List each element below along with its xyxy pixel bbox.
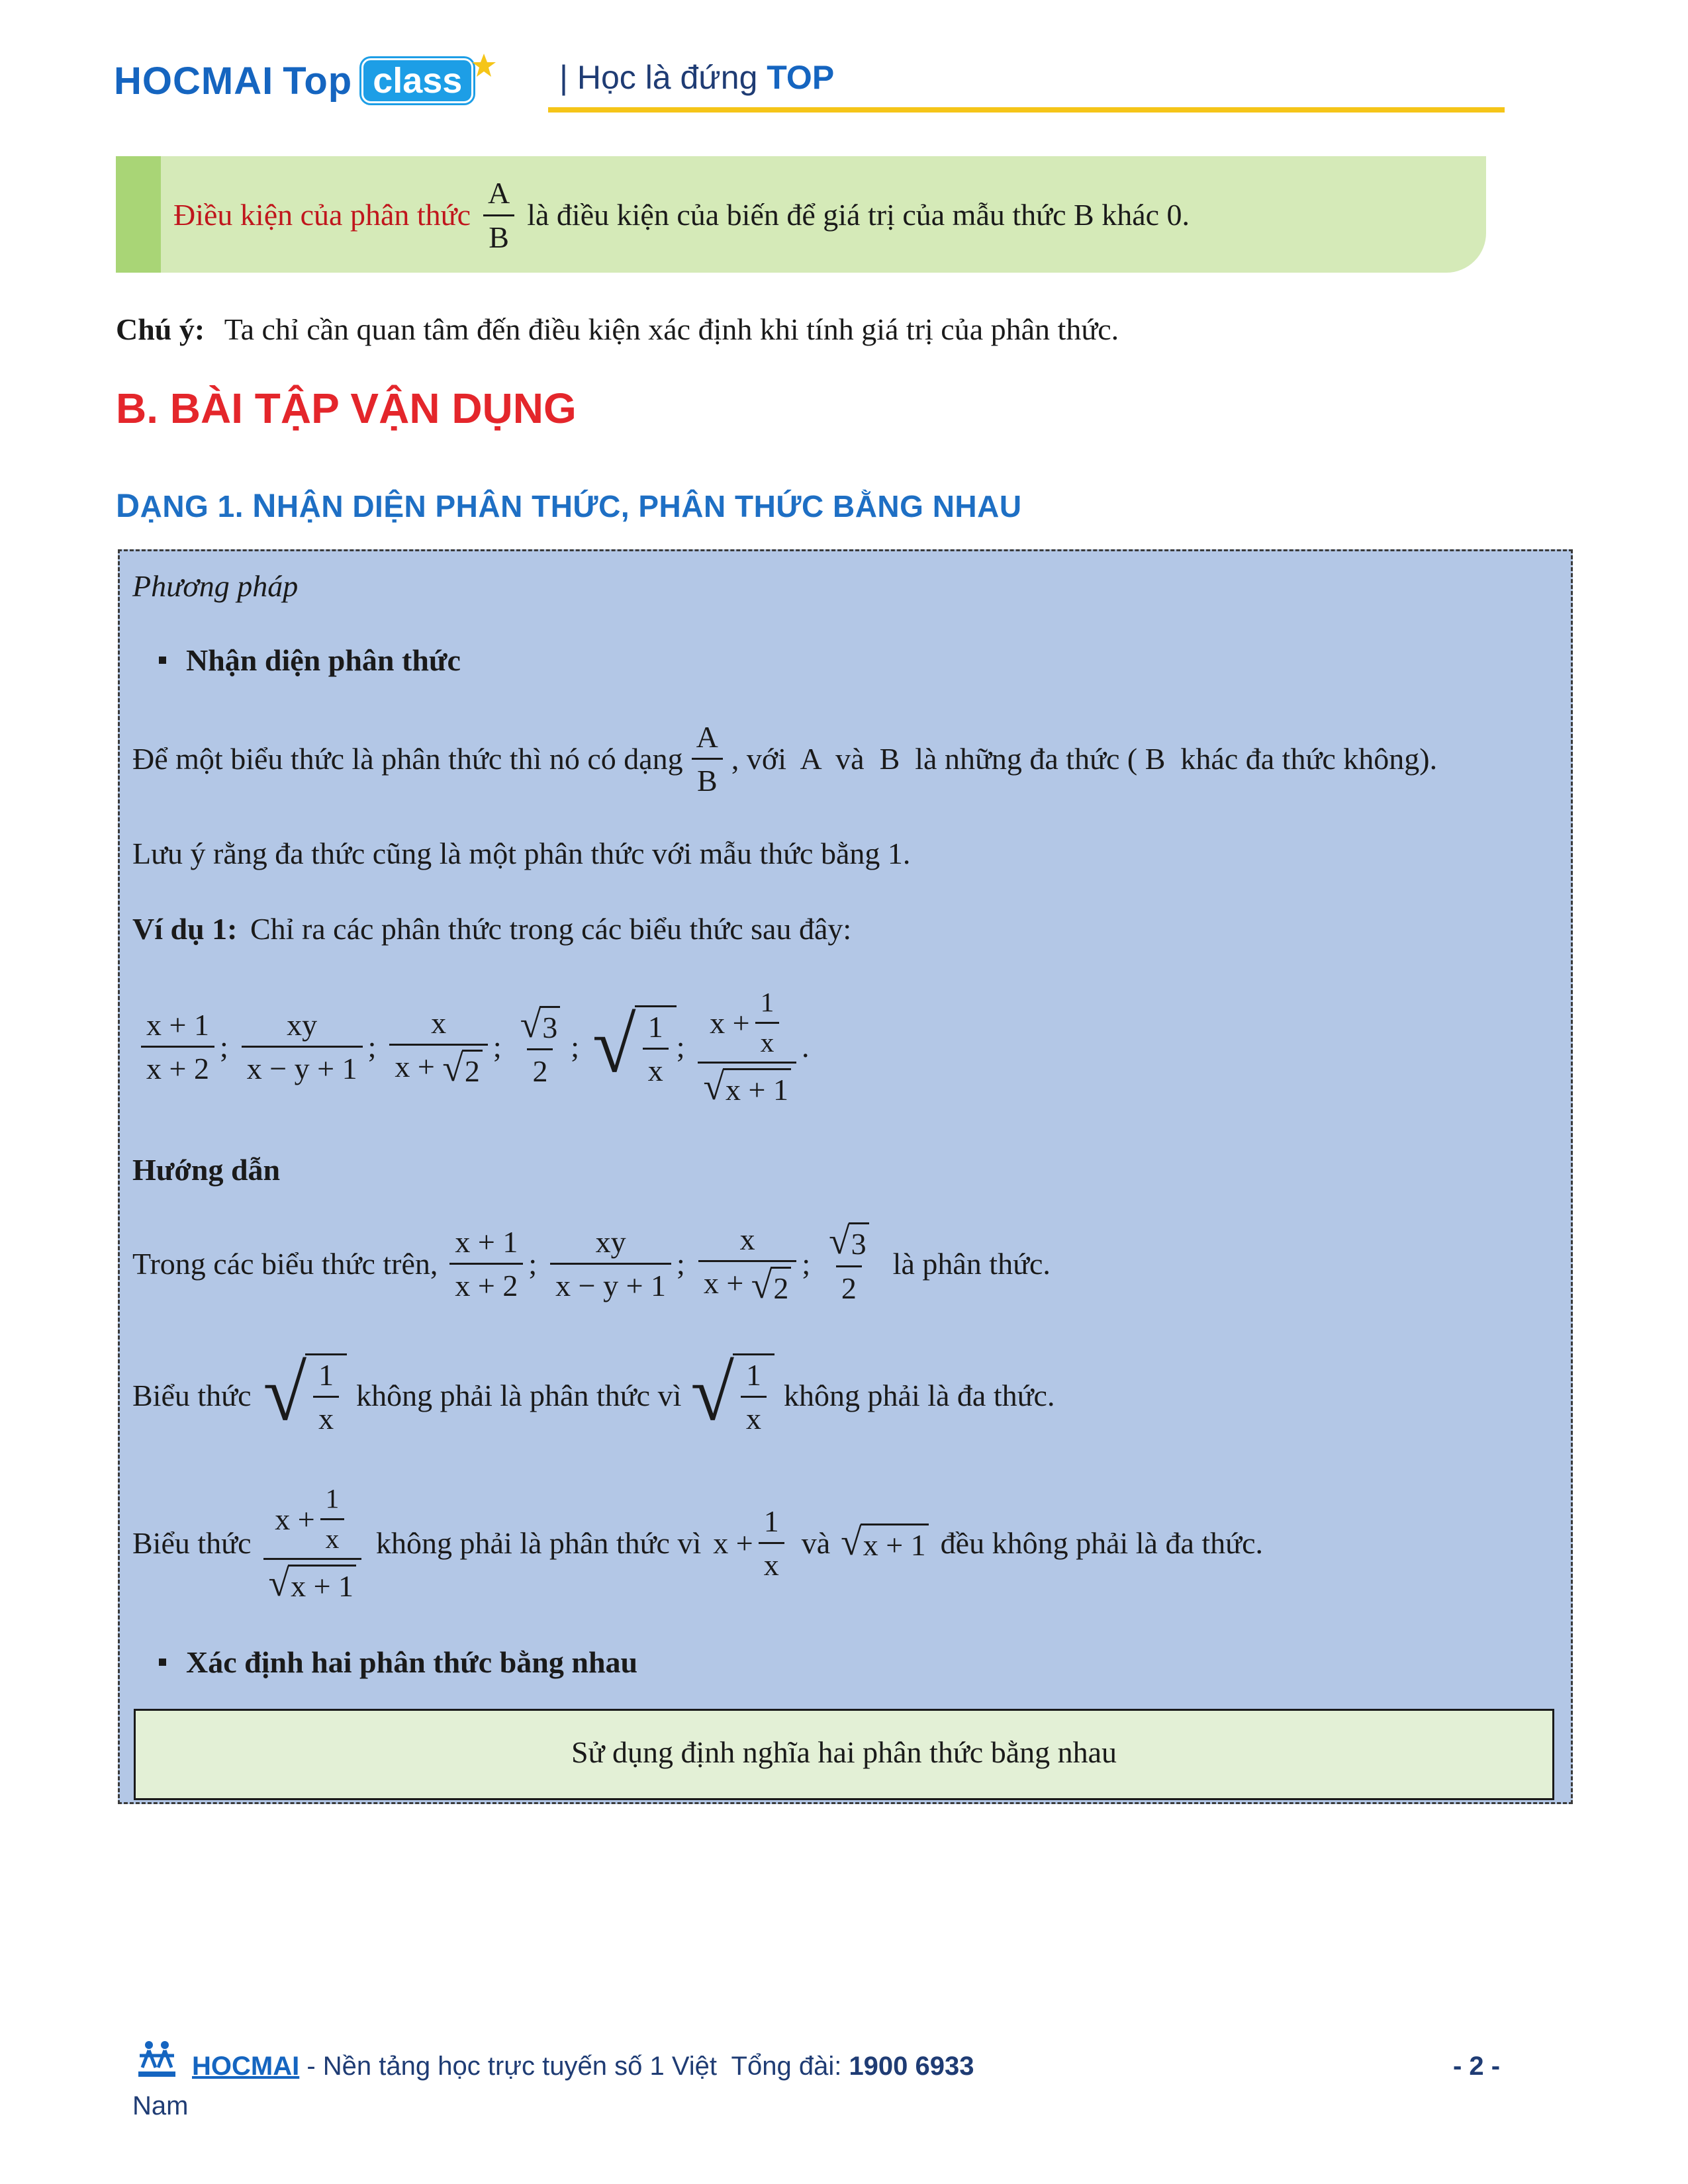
guide-label: [132, 1152, 280, 1188]
bullet-icon: [159, 1659, 166, 1666]
g3e1-num-a: x +: [275, 1502, 315, 1536]
expr5-den: x: [643, 1048, 669, 1089]
expr2-num: xy: [287, 1008, 318, 1042]
definition-red: Điều kiện của phân thức: [173, 198, 471, 232]
g3f-den: x: [759, 1542, 784, 1583]
dang1-title: [116, 486, 1022, 525]
g1-expr-1: [449, 1224, 523, 1304]
sep: ;: [367, 1030, 377, 1064]
g2s1-num: 1: [318, 1358, 334, 1392]
g1e1-num: x + 1: [455, 1224, 518, 1259]
g1-expr-4: [823, 1221, 874, 1306]
sqrt-arg: 2: [462, 1050, 483, 1089]
g1e3-den: [698, 1260, 797, 1306]
sep: ;: [571, 1030, 580, 1064]
expr3-den-a: x +: [395, 1049, 435, 1083]
para-1: [132, 719, 1437, 799]
guide2-b: không phải là phân thức vì: [356, 1378, 682, 1412]
g2s1-den: x: [313, 1396, 339, 1437]
expr-5: √ $\frac{1}{x}$: [592, 1005, 677, 1089]
sqrt-icon: √ x + 1: [703, 1068, 791, 1108]
expr-3: [389, 1005, 488, 1090]
guide3-d: đều không phải là đa thức.: [940, 1526, 1264, 1561]
sqrt-arg: 2: [771, 1267, 791, 1306]
g2-sqrt-1: √ $\frac{1}{x}$: [263, 1353, 348, 1437]
expr6-den: [698, 1062, 796, 1108]
expr6-inner-den: x: [755, 1022, 780, 1060]
g1e2-num: xy: [595, 1224, 626, 1259]
expr5-under: [635, 1005, 677, 1089]
g2-sqrt-2: √ $\frac{1}{x}$: [690, 1353, 774, 1437]
g3e1-inner-num: 1: [325, 1483, 340, 1514]
g3e1-inner-den: x: [320, 1518, 345, 1556]
green-box-text: Sử dụng định nghĩa hai phân thức bằng nhau: [571, 1735, 1117, 1769]
note-label: Chú ý:: [116, 312, 205, 346]
expr5-frac: [643, 1009, 669, 1089]
header-underline: [548, 107, 1505, 113]
footer-brand-link[interactable]: HOCMAI: [192, 2052, 300, 2081]
expr2-den: x − y + 1: [242, 1046, 363, 1087]
g3e1-num: [269, 1482, 355, 1558]
g1e4-den: 2: [836, 1265, 862, 1306]
g1e3-den-a: x +: [703, 1266, 744, 1300]
tagline-prefix: | Học là đứng: [559, 59, 758, 96]
sqrt-arg: x + 1: [723, 1068, 791, 1108]
sqrt-arg: 3: [539, 1006, 560, 1046]
guide-1: [132, 1221, 1051, 1306]
g1e3-num: x: [739, 1222, 755, 1256]
tagline-emph: TOP: [767, 59, 835, 96]
expr6-inner: [755, 986, 780, 1059]
footer-tagline: - Nền tảng học trực tuyến số 1 Việt Tổng đài:: [299, 2052, 849, 2081]
g2s1-under: [305, 1353, 347, 1437]
guide-label-text: Hướng dẫn: [132, 1153, 281, 1187]
dang1-d: HẬN DIỆN PHÂN THỨC, PHÂN THỨC BẰNG NHAU: [276, 489, 1022, 523]
bullet2-text: Xác định hai phân thức bằng nhau: [186, 1645, 638, 1679]
expr1-den: x + 2: [141, 1046, 214, 1087]
sep: ;: [677, 1246, 685, 1281]
expr5-num: 1: [647, 1009, 663, 1044]
footer-text: [192, 2052, 974, 2081]
definition-fraction: [483, 175, 515, 255]
expr4-den: 2: [527, 1048, 553, 1089]
footer-line2: Nam: [132, 2091, 189, 2120]
g1e2-den: x − y + 1: [550, 1263, 671, 1304]
definition-bar: [116, 156, 161, 273]
para1-num: A: [696, 720, 718, 754]
sqrt-icon: √ 2: [442, 1050, 483, 1089]
sqrt-icon: √ x + 1: [269, 1565, 357, 1604]
para1-fraction: [691, 719, 724, 799]
definition-text: [173, 165, 1190, 265]
logo-top: Top: [283, 59, 353, 103]
para-2: Lưu ý rằng đa thức cũng là một phân thức với mẫu thức bằng 1.: [132, 837, 911, 870]
method-label-text: Phương pháp: [132, 569, 299, 603]
sep: ;: [492, 1030, 502, 1064]
expr3-num: x: [431, 1005, 447, 1040]
g2s2-den: x: [741, 1396, 767, 1437]
page-number: - 2 -: [1453, 2052, 1501, 2081]
footer-phone: 1900 6933: [849, 2052, 974, 2081]
g1-expr-3: [698, 1221, 797, 1306]
sqrt-icon: √ 3: [520, 1006, 561, 1046]
guide1-b: là phân thức.: [892, 1246, 1051, 1281]
dang1-b: ẠNG 1.: [140, 489, 253, 523]
sep: ;: [219, 1030, 228, 1064]
expr-6: [698, 986, 796, 1108]
g3-xplus: x +: [713, 1526, 753, 1561]
g3-frac-1x: [759, 1503, 784, 1583]
sqrt-arg: 3: [849, 1222, 869, 1262]
bullet-icon: [159, 657, 166, 664]
frac-den: B: [483, 214, 514, 255]
method-label: [132, 568, 298, 604]
hocmai-footer-logo-icon: [136, 2038, 178, 2081]
sep: ;: [676, 1030, 685, 1064]
g2s2-num: 1: [746, 1358, 762, 1392]
note-text: Ta chỉ cần quan tâm đến điều kiện xác định khi tính giá trị của phân thức.: [224, 312, 1119, 346]
dang1-a: D: [116, 487, 140, 524]
note: [116, 311, 1119, 347]
para1-b: , với A và B là những đa thức ( B khác đa thức không).: [731, 742, 1438, 776]
example-expressions: [136, 986, 809, 1108]
guide2-c: không phải là đa thức.: [784, 1378, 1055, 1412]
g1e1-den: x + 2: [449, 1263, 523, 1304]
g3-expr-1: [263, 1482, 362, 1604]
section-b-title: B. BÀI TẬP VẬN DỤNG: [116, 385, 577, 432]
guide2-a: Biểu thức: [132, 1378, 252, 1412]
expr6-inner-num: 1: [760, 987, 774, 1017]
period: .: [801, 1030, 810, 1064]
guide1-a: Trong các biểu thức trên,: [132, 1246, 438, 1281]
g3e1-den: [263, 1558, 362, 1604]
g2s1-frac: [313, 1357, 339, 1437]
expr6-num: [704, 986, 790, 1062]
star-icon: [471, 52, 497, 79]
guide3-b: không phải là phân thức vì: [376, 1526, 702, 1561]
para1-a: Để một biểu thức là phân thức thì nó có dạng: [132, 742, 683, 776]
expr-2: [242, 1007, 363, 1087]
sqrt-icon: √ 2: [751, 1267, 792, 1306]
g2s2-under: [733, 1353, 774, 1437]
tagline: [559, 58, 834, 97]
expr-1: [141, 1007, 214, 1087]
guide3-c: và: [801, 1526, 831, 1561]
definition-rest: là điều kiện của biến để giá trị của mẫu thức B khác 0.: [527, 198, 1190, 232]
guide-2: [132, 1349, 1055, 1437]
expr1-num: x + 1: [146, 1008, 209, 1042]
frac-num: A: [488, 176, 510, 210]
g1e4-num: [823, 1221, 874, 1265]
sep: ;: [802, 1246, 811, 1281]
bullet1-text: Nhận diện phân thức: [186, 643, 461, 677]
logo-class: class: [361, 58, 473, 103]
guide-3: [132, 1482, 1263, 1604]
expr3-den: [389, 1044, 488, 1090]
expr-4: [515, 1005, 566, 1090]
g3f-num: 1: [763, 1504, 779, 1539]
brand-logo: [114, 58, 497, 103]
g1-expr-2: [550, 1224, 671, 1304]
g3e1-inner: [320, 1482, 345, 1555]
sqrt-arg: x + 1: [861, 1524, 929, 1563]
example-1: [132, 911, 851, 947]
bullet-1: [159, 642, 461, 678]
sqrt-icon: √ x + 1: [841, 1524, 929, 1563]
sqrt-icon: √ 3: [829, 1222, 869, 1262]
example-label: Ví dụ 1:: [132, 912, 238, 946]
example-text: Chỉ ra các phân thức trong các biểu thức sau đây:: [250, 912, 852, 946]
bullet-2: [159, 1644, 637, 1680]
g2s2-frac: [741, 1357, 767, 1437]
para1-den: B: [692, 758, 723, 799]
logo-hocmai: HOCMAI: [114, 59, 274, 103]
guide3-a: Biểu thức: [132, 1526, 252, 1561]
expr4-num: [515, 1005, 566, 1049]
sep: ;: [528, 1246, 538, 1281]
dang1-c: N: [252, 487, 277, 524]
sqrt-arg: x + 1: [288, 1565, 356, 1604]
expr6-num-a: x +: [710, 1005, 750, 1040]
